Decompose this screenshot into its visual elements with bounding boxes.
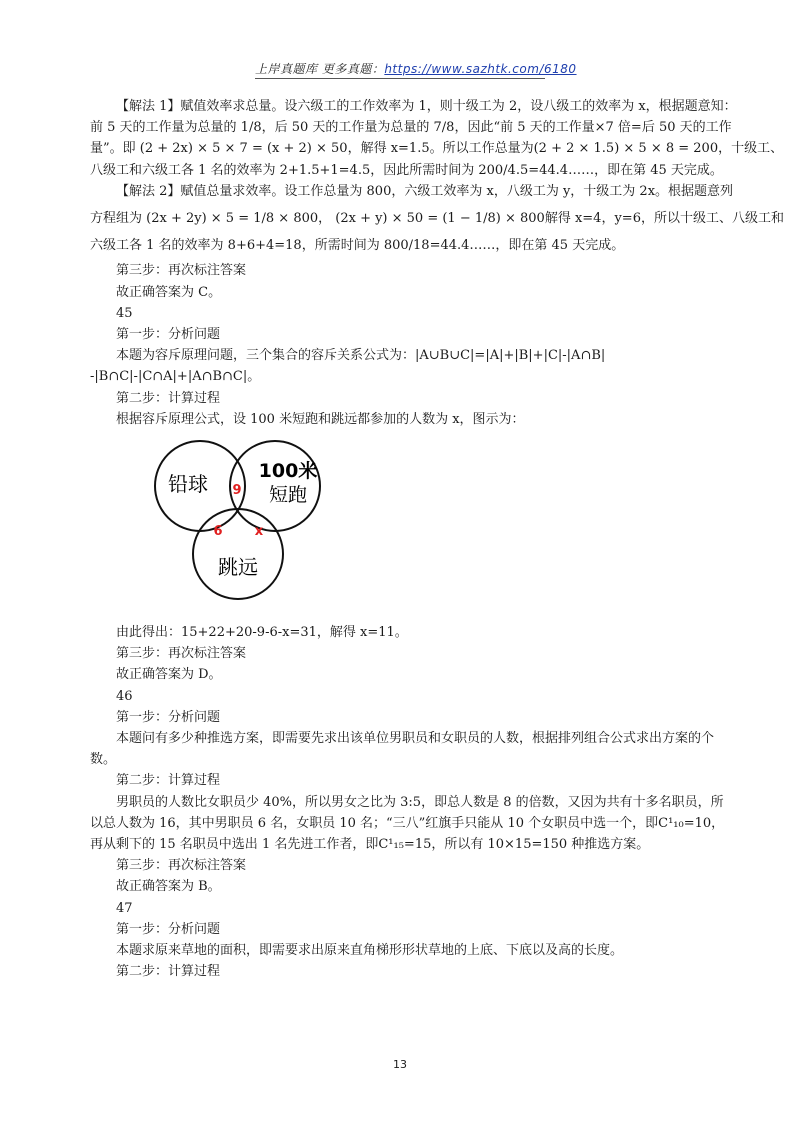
- step-heading: 第二步：计算过程: [116, 390, 221, 406]
- answer-line: 故正确答案为 B。: [116, 879, 221, 895]
- step-heading: 第三步：再次标注答案: [116, 858, 247, 874]
- step-heading: 第二步：计算过程: [116, 773, 221, 789]
- q46-analysis-line-2: 数。: [90, 752, 117, 768]
- venn-label-sprint-2: 短跑: [268, 484, 308, 507]
- q45-analysis-line-2: -|B∩C|-|C∩A|+|A∩B∩C|。: [90, 369, 261, 385]
- venn-region-shotput-longjump: 6: [213, 524, 223, 540]
- page-header: [255, 60, 577, 77]
- answer-line: 故正确答案为 C。: [116, 284, 222, 300]
- method-2-line-2: 方程组为 (2x + 2y) × 5 = 1/8 × 800， (2x + y) × 50 = (1 − 1/8) × 800解得 x=4，y=6，所以十级工、八级工和: [90, 211, 784, 227]
- header-link[interactable]: https://www.sazhtk.com/6180: [384, 62, 577, 76]
- page-number: 13: [393, 1058, 407, 1071]
- venn-label-longjump: 跳远: [218, 555, 258, 580]
- header-prefix: 上岸真题库 更多真题：: [255, 62, 385, 76]
- step-heading: 第一步：分析问题: [116, 709, 221, 725]
- answer-line: 故正确答案为 D。: [116, 667, 222, 683]
- step-heading: 第一步：分析问题: [116, 327, 221, 343]
- venn-label-sprint-1: 100米: [258, 460, 318, 483]
- q46-calc-line-1: 男职员的人数比女职员少 40%，所以男女之比为 3:5，即总人数是 8 的倍数，又因为共有十多名职员，所: [116, 794, 724, 810]
- step-heading: 第二步：计算过程: [116, 964, 221, 980]
- venn-circle-longjump: [193, 509, 283, 599]
- question-number: 45: [116, 305, 133, 321]
- venn-label-shotput: 铅球: [168, 472, 208, 497]
- method-1-line-2: 前 5 天的工作量为总量的 1/8，后 50 天的工作量为总量的 7/8，因此“前 5 天的工作量×7 倍=后 50 天的工作: [90, 120, 732, 136]
- q45-calc-intro: 根据容斥原理公式，设 100 米短跑和跳远都参加的人数为 x，图示为：: [116, 411, 525, 427]
- method-1-line-3: 量”。即 (2 + 2x) × 5 × 7 = (x + 2) × 50，解得 x=1.5。所以工作总量为(2 + 2 × 1.5) × 5 × 8 = 200，十级工、: [90, 141, 784, 157]
- venn-svg: [145, 436, 385, 616]
- question-number: 47: [116, 900, 133, 916]
- q45-analysis-line-1: 本题为容斥原理问题，三个集合的容斥关系公式为：|A∪B∪C|=|A|+|B|+|C|-|A∩B|: [116, 348, 606, 364]
- q47-analysis-line: 本题求原来草地的面积，即需要求出原来直角梯形形状草地的上底、下底以及高的长度。: [116, 943, 624, 959]
- q46-calc-line-2: 以总人数为 16，其中男职员 6 名，女职员 10 名；“三八”红旗手只能从 10 个女职员中选一个，即C¹₁₀=10，: [90, 815, 725, 831]
- document-body: [90, 96, 784, 983]
- question-number: 46: [116, 688, 133, 704]
- q46-analysis-line-1: 本题问有多少种推选方案，即需要先求出该单位男职员和女职员的人数，根据排列组合公式求出方案的个: [116, 731, 715, 747]
- method-1-line-1: 【解法 1】赋值效率求总量。设六级工的工作效率为 1，则十级工为 2，设八级工的效率为 x，根据题意知：: [116, 99, 737, 114]
- step-heading: 第三步：再次标注答案: [116, 263, 247, 279]
- step-heading: 第一步：分析问题: [116, 921, 221, 937]
- venn-region-sprint-longjump: x: [254, 524, 264, 540]
- q45-result: 由此得出：15+22+20-9-6-x=31，解得 x=11。: [116, 625, 408, 641]
- header-divider: [255, 78, 545, 79]
- step-heading: 第三步：再次标注答案: [116, 646, 247, 662]
- venn-region-shotput-sprint: 9: [232, 483, 242, 499]
- venn-diagram: [90, 436, 740, 616]
- method-2-line-3: 六级工各 1 名的效率为 8+6+4=18，所需时间为 800/18=44.4……，即在第 45 天完成。: [90, 238, 625, 254]
- method-2-line-1: 【解法 2】赋值总量求效率。设工作总量为 800，六级工效率为 x，八级工为 y，十级工为 2x。根据题意列: [116, 183, 734, 199]
- q46-calc-line-3: 再从剩下的 15 名职员中选出 1 名先进工作者，即C¹₁₅=15，所以有 10×15=150 种推选方案。: [90, 837, 650, 853]
- method-1-line-4: 八级工和六级工各 1 名的效率为 2+1.5+1=4.5，因此所需时间为 200/4.5=44.4……，即在第 45 天完成。: [90, 162, 723, 178]
